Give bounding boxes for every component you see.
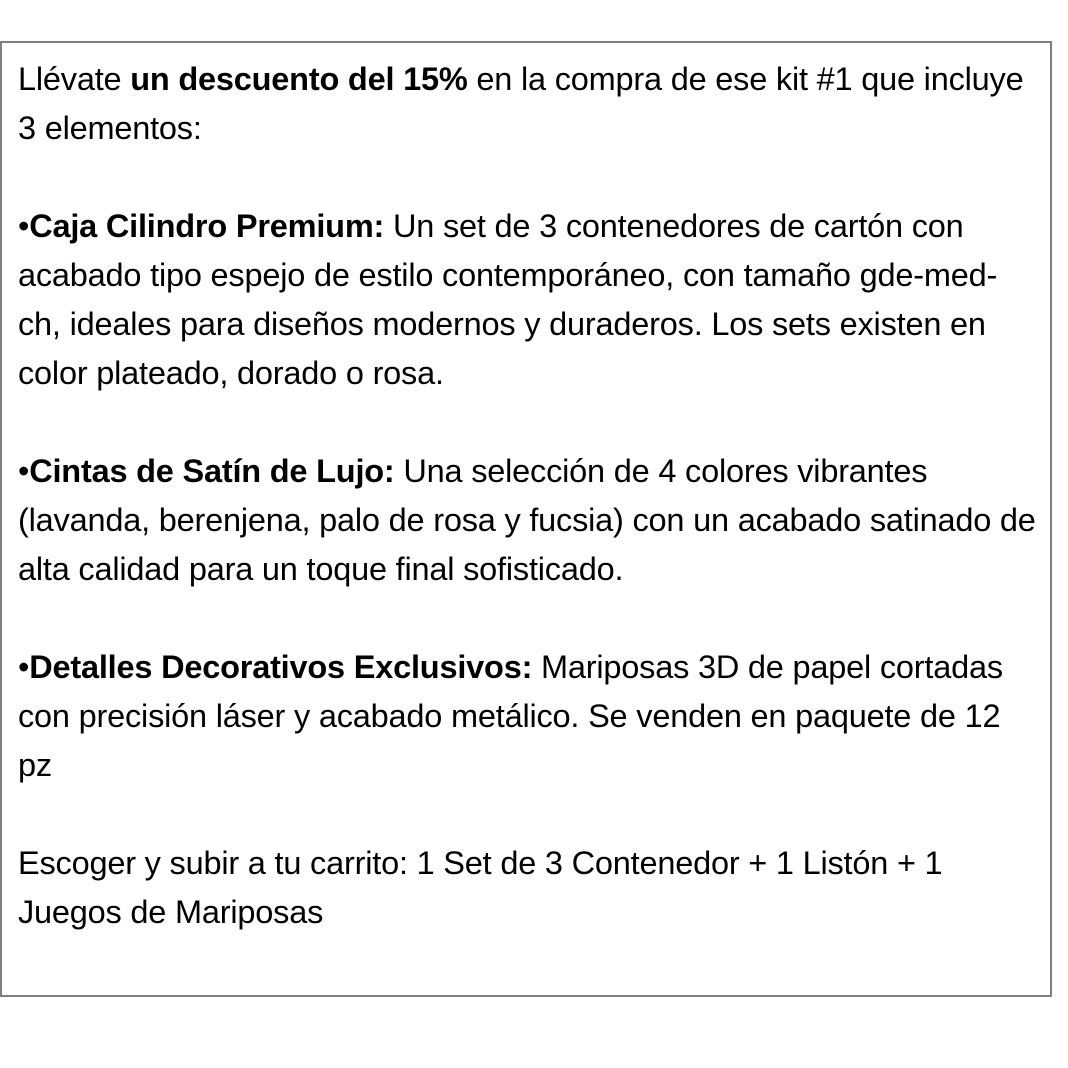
item-title: Caja Cilindro Premium: <box>29 208 385 244</box>
paragraph-spacer <box>18 790 1036 839</box>
item-description: Mariposas 3D de papel cortadas con precisión láser y acabado metálico. Se venden en paquete de 12 pz <box>18 649 1003 783</box>
item-title: Detalles Decorativos Exclusivos: <box>29 649 533 685</box>
item-detalles-decorativos <box>18 643 1036 790</box>
bullet: • <box>18 208 30 244</box>
intro-prefix: Llévate <box>18 61 131 97</box>
intro-suffix: en la compra de ese kit #1 que incluye 3 elementos: <box>18 61 1024 146</box>
bullet: • <box>18 453 30 489</box>
intro-paragraph <box>18 55 1036 153</box>
promo-text-box <box>0 41 1052 997</box>
paragraph-spacer <box>18 594 1036 643</box>
footer-instructions: Escoger y subir a tu carrito: 1 Set de 3 Contenedor + 1 Listón + 1 Juegos de Mariposas <box>18 845 943 930</box>
discount-highlight: un descuento del 15% <box>130 61 468 97</box>
paragraph-spacer <box>18 153 1036 202</box>
item-description: Un set de 3 contenedores de cartón con acabado tipo espejo de estilo contemporáneo, con tamaño gde-med-ch, ideales para diseños modernos y duraderos. Los sets existen en color plateado, dorado o rosa. <box>18 208 998 391</box>
item-caja-cilindro <box>18 202 1036 398</box>
paragraph-spacer <box>18 398 1036 447</box>
item-title: Cintas de Satín de Lujo: <box>29 453 395 489</box>
item-cintas-satin <box>18 447 1036 594</box>
item-description: Una selección de 4 colores vibrantes (lavanda, berenjena, palo de rosa y fucsia) con un acabado satinado de alta calidad para un toque final sofisticado. <box>18 453 1036 587</box>
bullet: • <box>18 649 30 685</box>
